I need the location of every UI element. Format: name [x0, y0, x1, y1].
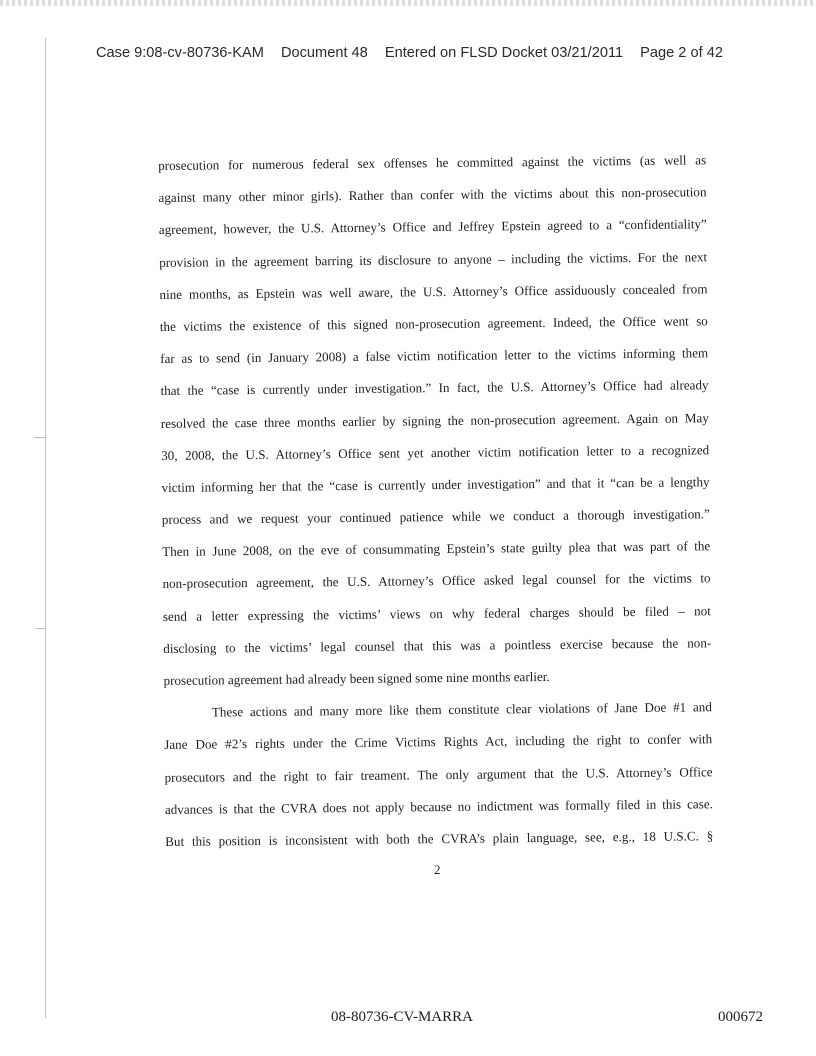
- text-line: resolved the case three months earlier by signing the non-prosecution agreement. Again on May: [160, 409, 709, 431]
- footer-bates-number: 000672: [718, 1009, 763, 1025]
- case-number: Case 9:08-cv-80736-KAM: [96, 45, 264, 61]
- page-number: 2: [434, 862, 441, 877]
- text-line: prosecutors and the right to fair treament. The only argument that the U.S. Attorney’s Office: [164, 763, 713, 785]
- footer-case-id: 08-80736-CV-MARRA: [331, 1009, 473, 1025]
- text-line: agreement, however, the U.S. Attorney’s Office and Jeffrey Epstein agreed to a “confidentiality”: [158, 216, 707, 238]
- docket-header: [96, 45, 756, 61]
- text-line: the victims the existence of this signed non-prosecution agreement. Indeed, the Office went so: [159, 313, 708, 334]
- docket-entry: Entered on FLSD Docket 03/21/2011: [384, 45, 624, 61]
- text-line: provision in the agreement barring its disclosure to anyone – including the victims. For the next: [159, 248, 708, 270]
- text-line: prosecution agreement had already been signed some nine months earlier.: [163, 668, 550, 688]
- text-line: against many other minor girls). Rather than confer with the victims about this non-prosecution: [158, 184, 707, 206]
- text-line: But this position is inconsistent with both the CVRA’s plain language, see, e.g., 18 U.S.C. §: [165, 828, 714, 849]
- margin-tick: [36, 628, 45, 629]
- text-line: victim informing her that the “case is currently under investigation” and that it “can be a lengthy: [161, 474, 710, 495]
- margin-tick: [34, 437, 45, 438]
- document-number: Document 48: [280, 45, 368, 61]
- scan-margin-line: [45, 38, 46, 1018]
- text-line: These actions and many more like them constitute clear violations of Jane Doe #1 and: [211, 699, 712, 720]
- text-line: Jane Doe #2’s rights under the Crime Victims Rights Act, including the right to confer with: [164, 731, 713, 753]
- text-line: far as to send (in January 2008) a false victim notification letter to the victims informing them: [160, 345, 709, 367]
- text-line: prosecution for numerous federal sex offenses he committed against the victims (as well as: [158, 152, 707, 173]
- text-line: that the “case is currently under investigation.” In fact, the U.S. Attorney’s Office had already: [160, 377, 709, 399]
- page-indicator: Page 2 of 42: [640, 45, 723, 61]
- text-line: disclosing to the victims’ legal counsel that this was a pointless exercise because the non-: [163, 635, 712, 656]
- text-line: advances is that the CVRA does not apply because no indictment was formally filed in this case.: [164, 795, 713, 817]
- body-text: [158, 144, 713, 858]
- text-line: Then in June 2008, on the eve of consummating Epstein’s state guilty plea that was part of the: [162, 538, 711, 560]
- text-line: non-prosecution agreement, the U.S. Attorney’s Office asked legal counsel for the victims to: [162, 570, 711, 592]
- text-line: nine months, as Epstein was well aware, the U.S. Attorney’s Office assiduously concealed from: [159, 281, 708, 302]
- text-line: 30, 2008, the U.S. Attorney’s Office sent yet another victim notification letter to a recognized: [161, 441, 710, 463]
- text-line: send a letter expressing the victims’ views on why federal charges should be filed – not: [162, 602, 711, 624]
- text-line: process and we request your continued patience while we conduct a thorough investigation.”: [161, 506, 710, 528]
- scan-artifact-top: [0, 0, 816, 6]
